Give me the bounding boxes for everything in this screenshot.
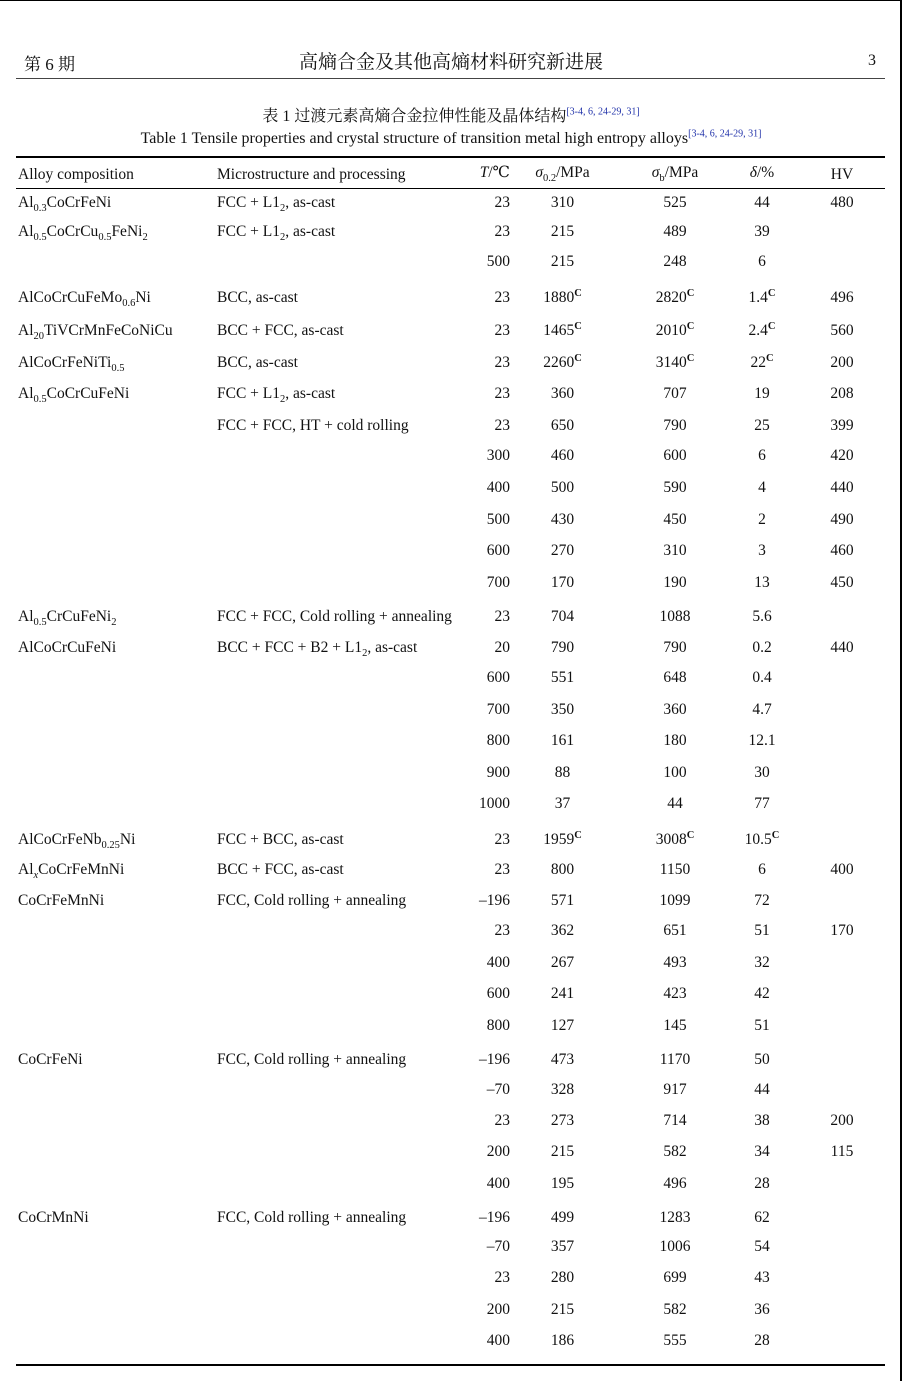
cell-elongation: 3 [758,542,766,559]
cell-temperature: 23 [494,922,510,939]
header-hv: HV [830,166,854,183]
cell-alloy: $Al_{0.5}CrCuFeNi_2$ [18,608,117,629]
cell-hardness: 200 [830,354,854,371]
cell-tensile-strength: 600 [663,447,687,464]
cell-temperature: 23 [494,1112,510,1129]
cell-yield-strength: 800 [550,861,575,878]
cell-tensile-strength: 707 [663,385,687,402]
cell-tensile-strength: 248 [663,253,687,270]
cell-microstructure: FCC, Cold rolling + annealing [217,892,407,909]
cell-yield-strength: 195 [550,1175,575,1192]
cell-elongation: 19 [754,385,770,402]
cell-temperature: 23 [494,417,510,434]
cell-elongation: 25 [754,417,770,434]
cell-temperature: 200 [486,1143,510,1160]
caption-zh-text: 表 1 过渡元素高熵合金拉伸性能及晶体结构 [262,108,567,125]
cell-elongation: 39 [754,223,770,240]
cell-temperature: 23 [494,608,510,625]
cell-tensile-strength: 699 [663,1269,687,1286]
header-rule [16,78,885,79]
page-top-edge [0,0,902,1]
cell-tensile-strength: 651 [663,922,687,939]
cell-temperature: 700 [486,701,510,718]
cell-elongation: 4.7 [752,701,772,718]
cell-tensile-strength: 360 [663,701,687,718]
cell-elongation: 62 [754,1209,770,1226]
cell-alloy: AlCoCrFeNb$_{0.25}$Ni [18,831,136,852]
cell-hardness: 490 [830,511,854,528]
cell-tensile-strength: 496 [663,1175,687,1192]
cell-microstructure: BCC, as-cast [217,354,298,371]
cell-yield-strength: 571 [550,892,575,909]
cell-temperature: 20 [494,639,510,656]
cell-elongation: 51 [754,1017,770,1034]
cell-elongation: 36 [754,1301,770,1318]
cell-tensile-strength: $3008^C$ [655,829,695,848]
cell-elongation: 44 [754,194,770,211]
caption-zh-ref: [3-4, 6, 24-29, 31] [566,106,640,118]
cell-hardness: 200 [830,1112,854,1129]
cell-elongation: 72 [754,892,770,909]
caption-en-text: Table 1 Tensile properties and crystal structure of transition metal high entropy alloys [140,130,689,147]
cell-hardness: 460 [830,542,854,559]
header-elongation: δ/% [749,164,775,181]
cell-elongation: 50 [754,1051,770,1068]
cell-elongation: 6 [758,253,766,270]
cell-temperature: 23 [494,289,510,306]
cell-elongation: 6 [758,447,766,464]
cell-yield-strength: 704 [550,608,575,625]
cell-elongation: 28 [754,1332,770,1349]
cell-microstructure: FCC + FCC, Cold rolling + annealing [217,608,452,625]
cell-elongation: 0.2 [752,639,772,656]
cell-tensile-strength: 1006 [659,1238,691,1255]
cell-tensile-strength: $2010^C$ [655,320,695,339]
cell-yield-strength: 267 [550,954,575,971]
cell-elongation: 28 [754,1175,770,1192]
cell-tensile-strength: 44 [667,795,683,812]
cell-elongation: 77 [754,795,770,812]
cell-tensile-strength: 525 [663,194,687,211]
cell-temperature: 400 [486,1175,510,1192]
cell-temperature: 23 [494,322,510,339]
cell-hardness: 496 [830,289,854,306]
cell-yield-strength: 460 [550,447,575,464]
cell-temperature: 600 [486,542,510,559]
cell-microstructure: BCC + FCC, as-cast [217,861,344,878]
cell-hardness: 400 [830,861,854,878]
cell-alloy: $Al_{0.3}CoCrFeNi$ [18,194,112,215]
cell-hardness: 450 [830,574,854,591]
cell-microstructure: FCC + BCC, as-cast [217,831,344,848]
cell-elongation: 38 [754,1112,770,1129]
cell-hardness: 560 [830,322,854,339]
cell-temperature: 400 [486,479,510,496]
table-bottom-rule [16,1364,885,1366]
header-tensile-strength: $\sigma_b$/MPa [651,164,699,185]
cell-yield-strength: 310 [550,194,575,211]
cell-temperature: 1000 [479,795,510,812]
cell-tensile-strength: 310 [663,542,687,559]
cell-hardness: 399 [830,417,854,434]
cell-tensile-strength: 582 [663,1301,687,1318]
cell-elongation: 43 [754,1269,770,1286]
cell-microstructure: FCC, Cold rolling + annealing [217,1051,407,1068]
cell-yield-strength: 270 [550,542,575,559]
cell-alloy: AlCoCrCuFeNi [18,639,117,656]
cell-hardness: 115 [830,1143,854,1160]
cell-elongation: 42 [754,985,770,1002]
cell-microstructure: BCC, as-cast [217,289,298,306]
cell-yield-strength: $2260^C$ [543,352,582,371]
cell-yield-strength: 328 [550,1081,575,1098]
cell-temperature: –196 [479,1209,510,1226]
cell-yield-strength: 430 [550,511,575,528]
cell-temperature: 600 [486,985,510,1002]
cell-microstructure: FCC + $L1_2$, as-cast [217,223,336,244]
cell-yield-strength: 170 [550,574,575,591]
cell-alloy: CoCrMnNi [18,1209,89,1226]
cell-yield-strength: 650 [550,417,575,434]
cell-alloy: $Al_{0.5}CoCrCu_{0.5}FeNi_2$ [18,223,148,244]
cell-elongation: $1.4^C$ [748,287,776,306]
cell-hardness: 208 [830,385,854,402]
cell-temperature: 500 [486,253,510,270]
cell-yield-strength: 215 [550,1301,575,1318]
cell-tensile-strength: 648 [663,669,687,686]
cell-hardness: 420 [830,447,854,464]
cell-tensile-strength: 555 [663,1332,687,1349]
cell-yield-strength: 127 [550,1017,575,1034]
cell-tensile-strength: 1088 [659,608,691,625]
cell-temperature: –70 [486,1238,510,1255]
cell-tensile-strength: 489 [663,223,687,240]
cell-temperature: –196 [479,1051,510,1068]
cell-temperature: 23 [494,385,510,402]
cell-temperature: –70 [486,1081,510,1098]
cell-elongation: 34 [754,1143,770,1160]
cell-elongation: 5.6 [752,608,772,625]
cell-tensile-strength: 450 [663,511,687,528]
cell-temperature: 400 [486,954,510,971]
cell-elongation: 54 [754,1238,770,1255]
cell-yield-strength: 241 [550,985,575,1002]
cell-temperature: 800 [486,732,510,749]
cell-yield-strength: 473 [550,1051,575,1068]
cell-yield-strength: 360 [550,385,575,402]
cell-temperature: 400 [486,1332,510,1349]
cell-hardness: 480 [830,194,854,211]
cell-microstructure: FCC + $L1_2$, as-cast [217,385,336,406]
cell-microstructure: BCC + FCC + $B2 + L1_2$, as-cast [217,639,418,660]
cell-yield-strength: 280 [550,1269,575,1286]
cell-tensile-strength: 1170 [659,1051,691,1068]
caption-en [0,130,902,148]
issue-label: 第 6 期 [24,55,75,74]
cell-alloy: CoCrFeMnNi [18,892,105,909]
cell-elongation: 4 [758,479,766,496]
cell-tensile-strength: 145 [663,1017,687,1034]
cell-elongation: 2 [758,511,766,528]
cell-hardness: 170 [830,922,854,939]
cell-temperature: 23 [494,861,510,878]
cell-elongation: 0.4 [752,669,772,686]
cell-yield-strength: $1880^C$ [543,287,582,306]
cell-temperature: 200 [486,1301,510,1318]
running-title: 高熵合金及其他高熵材料研究新进展 [298,52,603,73]
cell-elongation: 12.1 [748,732,776,749]
cell-tensile-strength: 1099 [659,892,691,909]
table-header-rule [16,188,885,189]
cell-yield-strength: $1959^C$ [543,829,582,848]
header-yield-strength: $\sigma_{0.2}$/MPa [535,164,590,185]
cell-elongation: 51 [754,922,770,939]
cell-alloy: $Al_{20}TiVCrMnFeCoNiCu$ [18,322,173,343]
caption-en-ref: [3-4, 6, 24-29, 31] [688,128,762,140]
cell-temperature: 23 [494,223,510,240]
cell-yield-strength: 551 [550,669,575,686]
cell-tensile-strength: 493 [663,954,687,971]
cell-yield-strength: 215 [550,253,575,270]
cell-temperature: 23 [494,194,510,211]
table-top-rule [16,156,885,158]
cell-temperature: 500 [486,511,510,528]
cell-yield-strength: 215 [550,1143,575,1160]
cell-tensile-strength: 790 [663,639,687,656]
cell-temperature: 900 [486,764,510,781]
cell-elongation: 6 [758,861,766,878]
cell-yield-strength: 500 [550,479,575,496]
cell-hardness: 440 [830,639,854,656]
cell-alloy: CoCrFeNi [18,1051,83,1068]
cell-yield-strength: $1465^C$ [543,320,582,339]
cell-tensile-strength: 590 [663,479,687,496]
cell-microstructure: FCC + $L1_2$, as-cast [217,194,336,215]
cell-yield-strength: 161 [550,732,575,749]
cell-temperature: –196 [479,892,510,909]
cell-yield-strength: 357 [550,1238,575,1255]
cell-alloy: $Al_{0.5}CoCrCuFeNi$ [18,385,130,406]
header-temperature: T/℃ [479,164,510,181]
cell-temperature: 23 [494,1269,510,1286]
cell-tensile-strength: 190 [663,574,687,591]
cell-temperature: 600 [486,669,510,686]
cell-alloy: AlCoCrCuFeMo$_{0.6}$Ni [18,289,151,310]
cell-yield-strength: 362 [550,922,575,939]
cell-elongation: 30 [754,764,770,781]
cell-temperature: 700 [486,574,510,591]
caption-zh [0,103,902,126]
cell-tensile-strength: 1283 [659,1209,691,1226]
cell-microstructure: BCC + FCC, as-cast [217,322,344,339]
cell-tensile-strength: 100 [663,764,687,781]
cell-yield-strength: 790 [550,639,575,656]
page-number: 3 [868,52,876,69]
cell-elongation: 13 [754,574,770,591]
cell-temperature: 300 [486,447,510,464]
header-alloy: Alloy composition [18,166,134,183]
cell-elongation: 44 [754,1081,770,1098]
cell-tensile-strength: 714 [663,1112,687,1129]
cell-yield-strength: 37 [554,795,571,812]
cell-tensile-strength: $2820^C$ [655,287,695,306]
cell-yield-strength: 499 [550,1209,575,1226]
cell-tensile-strength: $3140^C$ [655,352,695,371]
cell-elongation: 32 [754,954,770,971]
cell-tensile-strength: 582 [663,1143,687,1160]
header-micro: Microstructure and processing [217,166,406,183]
cell-elongation: $10.5^C$ [744,829,780,848]
cell-hardness: 440 [830,479,854,496]
cell-temperature: 23 [494,831,510,848]
cell-alloy: $Al_xCoCrFeMnNi$ [18,861,125,882]
cell-temperature: 800 [486,1017,510,1034]
cell-elongation: $22^C$ [750,352,774,371]
cell-tensile-strength: 790 [663,417,687,434]
cell-temperature: 23 [494,354,510,371]
cell-yield-strength: 88 [554,764,571,781]
cell-alloy: AlCoCrFeNiTi$_{0.5}$ [18,354,125,375]
cell-yield-strength: 215 [550,223,575,240]
cell-yield-strength: 350 [550,701,575,718]
cell-tensile-strength: 180 [663,732,687,749]
cell-tensile-strength: 423 [663,985,687,1002]
cell-microstructure: FCC + FCC, HT + cold rolling [217,417,409,434]
cell-tensile-strength: 1150 [659,861,691,878]
cell-yield-strength: 186 [550,1332,575,1349]
cell-microstructure: FCC, Cold rolling + annealing [217,1209,407,1226]
cell-elongation: $2.4^C$ [748,320,776,339]
cell-tensile-strength: 917 [663,1081,687,1098]
cell-yield-strength: 273 [550,1112,575,1129]
